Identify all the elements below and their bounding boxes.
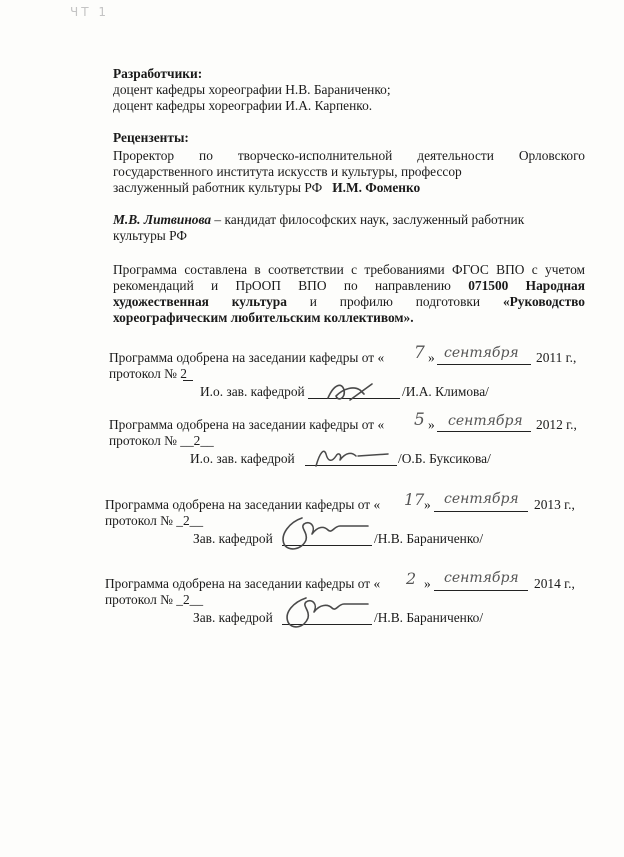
approval-3-close-quote: » [424,497,431,512]
approval-4-month: сентября [444,570,519,586]
approval-4-month-line [434,590,528,591]
approval-4-day: 2 [406,569,417,588]
approval-1-name: /И.А. Климова/ [402,384,489,399]
approval-3-protocol: протокол № _2__ [105,513,204,528]
developer-line-2: доцент кафедры хореографии И.А. Карпенко. [113,98,373,113]
developer-line-1: доцент кафедры хореографии Н.В. Бараниченко; [113,82,391,97]
program-line-2 [113,278,585,294]
reviewer-1-line-3 [113,180,420,196]
reviewer-2-line-1 [113,212,524,228]
approval-3-role: Зав. кафедрой [193,531,273,546]
approval-1-close-quote: » [428,350,435,365]
approval-4-protocol: протокол № _2__ [105,592,204,607]
reviewer-2-name: М.В. Литвинова [113,212,212,227]
approval-1-day: 7 [414,343,425,363]
approval-3-text: Программа одобрена на заседании кафедры от « [105,497,381,512]
approval-2-day: 5 [414,410,425,430]
approval-4-signature [274,594,374,634]
program-profile: «Руководство [502,294,585,309]
approval-2-role: И.о. зав. кафедрой [190,451,295,466]
approval-3-signature [272,512,372,556]
approval-4-name: /Н.В. Бараниченко/ [374,610,484,625]
approval-1-text: Программа одобрена на заседании кафедры от « [109,350,385,365]
approval-1-signature [320,376,380,406]
approval-2-signature [312,442,392,470]
approval-4-text: Программа одобрена на заседании кафедры от « [105,576,381,591]
reviewer-1-line-2: государственного института искусств и культуры, профессор [113,164,462,179]
approval-2-close-quote: » [428,417,435,432]
approval-4-year: 2014 г., [534,576,575,591]
approval-2-protocol: протокол № __2__ [109,433,214,448]
approval-3-day: 17 [404,490,425,509]
approval-2-month: сентября [448,413,523,429]
approval-2-month-line [437,431,531,432]
approval-1-month: сентября [444,345,519,361]
reviewer-1-title: заслуженный работник культуры РФ [113,180,323,195]
program-line-3 [113,294,585,310]
reviewers-heading: Рецензенты: [113,130,189,145]
reviewer-2-line-2: культуры РФ [113,228,187,243]
approval-1-year: 2011 г., [536,350,577,365]
reviewer-2-desc: – кандидат философских наук, заслуженный работник [211,212,525,227]
program-line-1: Программа составлена в соответствии с требованиями ФГОС ВПО с учетом [113,262,585,277]
approval-1-role: И.о. зав. кафедрой [200,384,305,399]
approval-3-year: 2013 г., [534,497,575,512]
approval-2-name: /О.Б. Буксикова/ [398,451,491,466]
approval-3-name: /Н.В. Бараниченко/ [374,531,484,546]
approval-3-month: сентября [444,491,519,507]
program-line-3-text: и профилю подготовки [309,294,481,309]
approval-2-text: Программа одобрена на заседании кафедры от « [109,417,385,432]
program-line-2-text: рекомендаций и ПрООП ВПО по направлению [113,278,451,293]
developers-heading: Разработчики: [113,66,203,81]
program-profile-cont: хореографическим любительским коллективом». [113,310,414,325]
program-direction-cont: художественная культура [113,294,287,309]
approval-3-month-line [434,511,528,512]
approval-1-month-line [437,364,531,365]
reviewer-1-line-1: Проректор по творческо-исполнительной деятельности Орловского [113,148,585,163]
approval-1-protocol: протокол № 2 [109,366,187,381]
page-mark: ЧТ 1 [70,5,110,19]
approval-4-close-quote: » [424,576,431,591]
reviewer-1-name: И.М. Фоменко [332,180,421,195]
approval-1-protocol-line [183,380,193,381]
program-direction: 071500 Народная [468,278,585,293]
approval-4-role: Зав. кафедрой [193,610,273,625]
approval-2-year: 2012 г., [536,417,577,432]
